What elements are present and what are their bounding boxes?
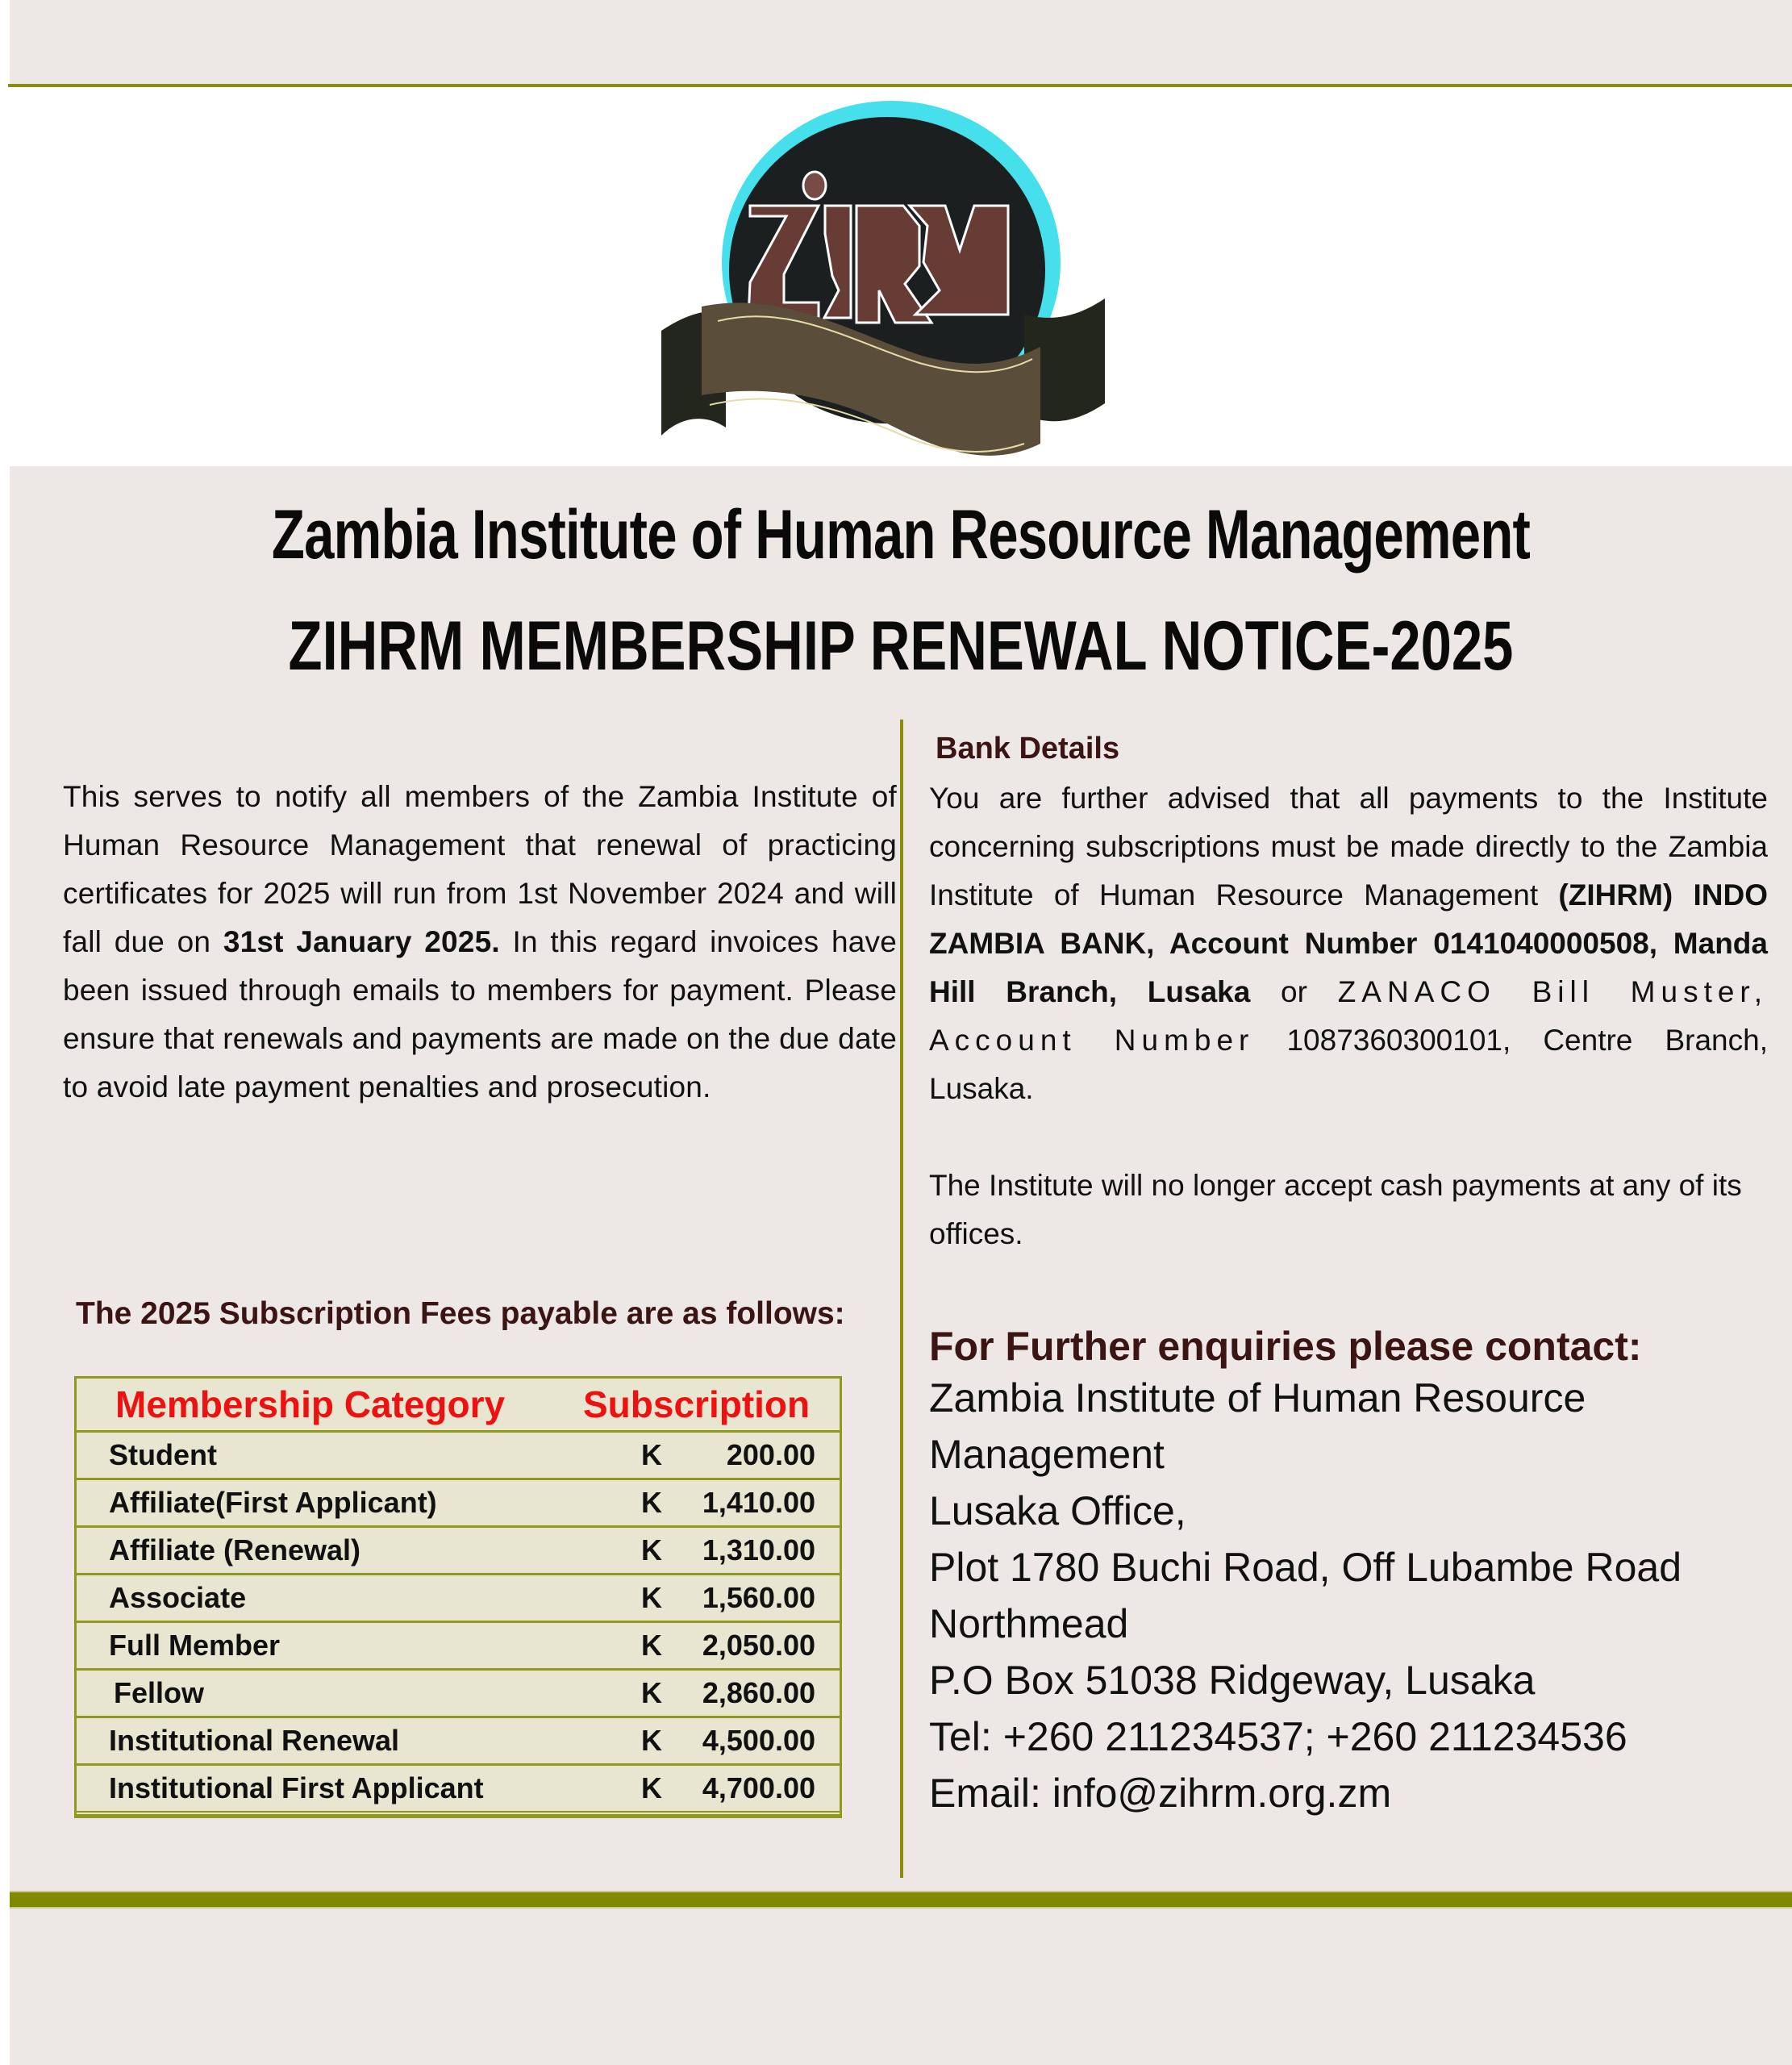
contact-details [929, 1370, 1768, 1821]
column-header-subscription: Subscription [583, 1383, 811, 1425]
left-column [63, 773, 897, 1112]
amount-cell: 2,050.00 [702, 1629, 815, 1662]
amount-cell: 2,860.00 [702, 1676, 815, 1709]
category-cell: Fellow [114, 1676, 205, 1709]
bank-account-indo-zambia: (ZIHRM) INDO ZAMBIA BANK, Account Number 0141040000508, Manda Hill Branch, Lusaka [929, 878, 1768, 1008]
table-row [77, 1718, 840, 1766]
amount-cell: 4,500.00 [702, 1724, 815, 1757]
top-band [10, 0, 1792, 84]
bank-account-zanaco: ZANACO Bill Muster, Account Number [929, 975, 1768, 1057]
bank-text-or: or [1250, 975, 1338, 1008]
amount-cell: 1,310.00 [702, 1533, 815, 1566]
logo-area [0, 87, 1792, 466]
table-row [77, 1623, 840, 1671]
table-row [77, 1671, 840, 1718]
currency-cell: K [641, 1629, 662, 1662]
zihrm-logo-icon [653, 97, 1137, 460]
intro-text-continued: In this regard invoices have been issued through emails to members for payment. Please ensure that renewals and payments are made on the due date to avoid late payment penalties and prosecution. [63, 925, 898, 1103]
bank-text: You are further advised that all payments to the Institute concerning subscriptions must be made directly to the Zambia Institute of Human Resource Management [929, 782, 1768, 912]
contact-heading: For Further enquiries please contact: [929, 1324, 1642, 1369]
table-row [77, 1575, 840, 1623]
currency-cell: K [641, 1581, 662, 1614]
table-row [77, 1480, 840, 1528]
currency-cell: K [641, 1438, 662, 1471]
fees-table-header [77, 1379, 840, 1433]
column-divider [900, 720, 903, 1878]
contact-po-box: P.O Box 51038 Ridgeway, Lusaka [929, 1658, 1536, 1703]
table-row [77, 1528, 840, 1575]
contact-phone: Tel: +260 211234537; +260 211234536 [929, 1714, 1627, 1759]
contact-address: Plot 1780 Buchi Road, Off Lubambe Road [929, 1545, 1682, 1590]
category-cell: Associate [109, 1581, 247, 1614]
due-date: 31st January 2025. [223, 925, 500, 958]
bank-details-paragraph [929, 774, 1768, 1113]
currency-cell: K [641, 1771, 662, 1804]
category-cell: Student [109, 1438, 217, 1471]
intro-paragraph [63, 773, 897, 1112]
amount-cell: 4,700.00 [702, 1771, 815, 1804]
fees-table [74, 1376, 842, 1818]
contact-org-line-2: Management [929, 1432, 1165, 1477]
table-row [77, 1766, 840, 1816]
currency-cell: K [641, 1533, 662, 1566]
contact-office: Lusaka Office, [929, 1488, 1186, 1533]
bottom-rule [10, 1891, 1792, 1909]
amount-cell: 1,560.00 [702, 1581, 815, 1614]
contact-area: Northmead [929, 1601, 1129, 1646]
fees-heading: The 2025 Subscription Fees payable are as follows: [76, 1296, 845, 1331]
notice-title: ZIHRM MEMBERSHIP RENEWAL NOTICE-2025 [288, 607, 1514, 685]
amount-cell: 200.00 [726, 1438, 815, 1471]
cash-notice: The Institute will no longer accept cash payments at any of its offices. [929, 1169, 1742, 1250]
category-cell: Institutional Renewal [109, 1724, 400, 1757]
column-header-category: Membership Category [115, 1383, 506, 1425]
contact-email[interactable]: Email: info@zihrm.org.zm [929, 1771, 1392, 1816]
category-cell: Institutional First Applicant [109, 1771, 484, 1804]
currency-cell: K [641, 1486, 662, 1519]
category-cell: Affiliate (Renewal) [109, 1533, 361, 1566]
notice-body [10, 466, 1792, 2065]
bank-text-zanaco-number: 1087360300101, Centre Branch, Lusaka. [929, 1024, 1768, 1105]
table-row [77, 1433, 840, 1480]
bank-details-heading: Bank Details [936, 732, 1120, 766]
contact-org-line: Zambia Institute of Human Resource [929, 1375, 1586, 1420]
intro-text: This serves to notify all members of the Zambia Institute of Human Resource Management that renewal of practicing certificates for 2025 will run from 1st November 2024 and will fall due on [63, 780, 897, 958]
category-cell: Affiliate(First Applicant) [109, 1486, 437, 1519]
currency-cell: K [641, 1724, 662, 1757]
currency-cell: K [641, 1676, 662, 1709]
amount-cell: 1,410.00 [702, 1486, 815, 1519]
right-column [929, 726, 1768, 1821]
org-name-title: Zambia Institute of Human Resource Management [271, 496, 1531, 574]
category-cell: Full Member [109, 1629, 281, 1662]
